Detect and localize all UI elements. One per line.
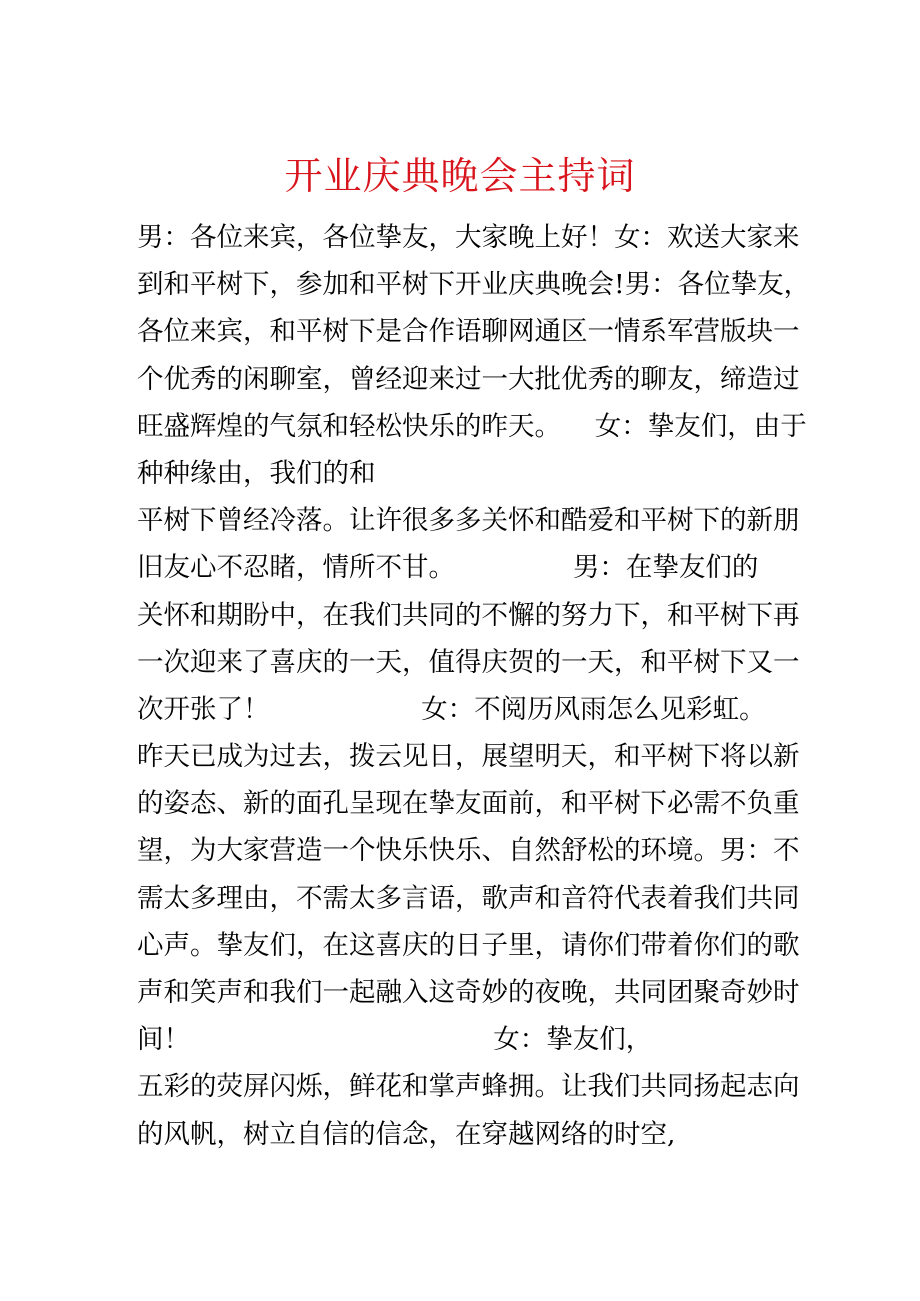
body-line: 男：各位来宾，各位挚友，大家晚上好！女：欢送大家来 xyxy=(137,222,800,253)
body-line: 平树下曾经冷落。让许很多多关怀和酷爱和平树下的新朋 xyxy=(137,505,800,537)
body-line: 的姿态、新的面孔呈现在挚友面前，和平树下必需不负重 xyxy=(137,788,800,820)
body-line: 声和笑声和我们一起融入这奇妙的夜晚，共同团聚奇妙时 xyxy=(137,977,800,1008)
body-line: 到和平树下，参加和平树下开业庆典晚会!男：各位挚友， xyxy=(137,269,811,301)
body-line: 间！ 女：挚友们， xyxy=(137,1024,653,1056)
body-line: 望，为大家营造一个快乐快乐、自然舒松的环境。男：不 xyxy=(137,835,800,867)
body-line: 一次迎来了喜庆的一天，值得庆贺的一天，和平树下又一 xyxy=(137,646,800,678)
document-title: 开业庆典晚会主持词 xyxy=(284,154,636,198)
document-body xyxy=(137,214,811,1158)
body-line: 旺盛辉煌的气氛和轻松快乐的昨天。 女：挚友们，由于 xyxy=(137,410,807,442)
body-line: 的风帆，树立自信的信念，在穿越网络的时空, xyxy=(137,1118,676,1150)
body-line: 心声。挚友们，在这喜庆的日子里，请你们带着你们的歌 xyxy=(137,929,800,961)
body-line: 种种缘由，我们的和 xyxy=(137,457,376,489)
body-line: 需太多理由，不需太多言语，歌声和音符代表着我们共同 xyxy=(137,882,800,914)
body-line: 五彩的荧屏闪烁，鲜花和掌声蜂拥。让我们共同扬起志向 xyxy=(137,1071,800,1103)
body-line: 昨天已成为过去，拨云见日，展望明天，和平树下将以新 xyxy=(137,741,800,773)
body-line: 各位来宾，和平树下是合作语聊网通区一情系军营版块一 xyxy=(137,316,800,348)
body-line: 次开张了！ 女：不阅历风雨怎么见彩虹。 xyxy=(137,693,766,725)
body-line: 旧友心不忍睹，情所不甘。 男：在挚友们的 xyxy=(137,552,759,584)
body-line: 关怀和期盼中，在我们共同的不懈的努力下，和平树下再 xyxy=(137,599,800,631)
body-line: 个优秀的闲聊室，曾经迎来过一大批优秀的聊友，缔造过 xyxy=(137,363,800,395)
